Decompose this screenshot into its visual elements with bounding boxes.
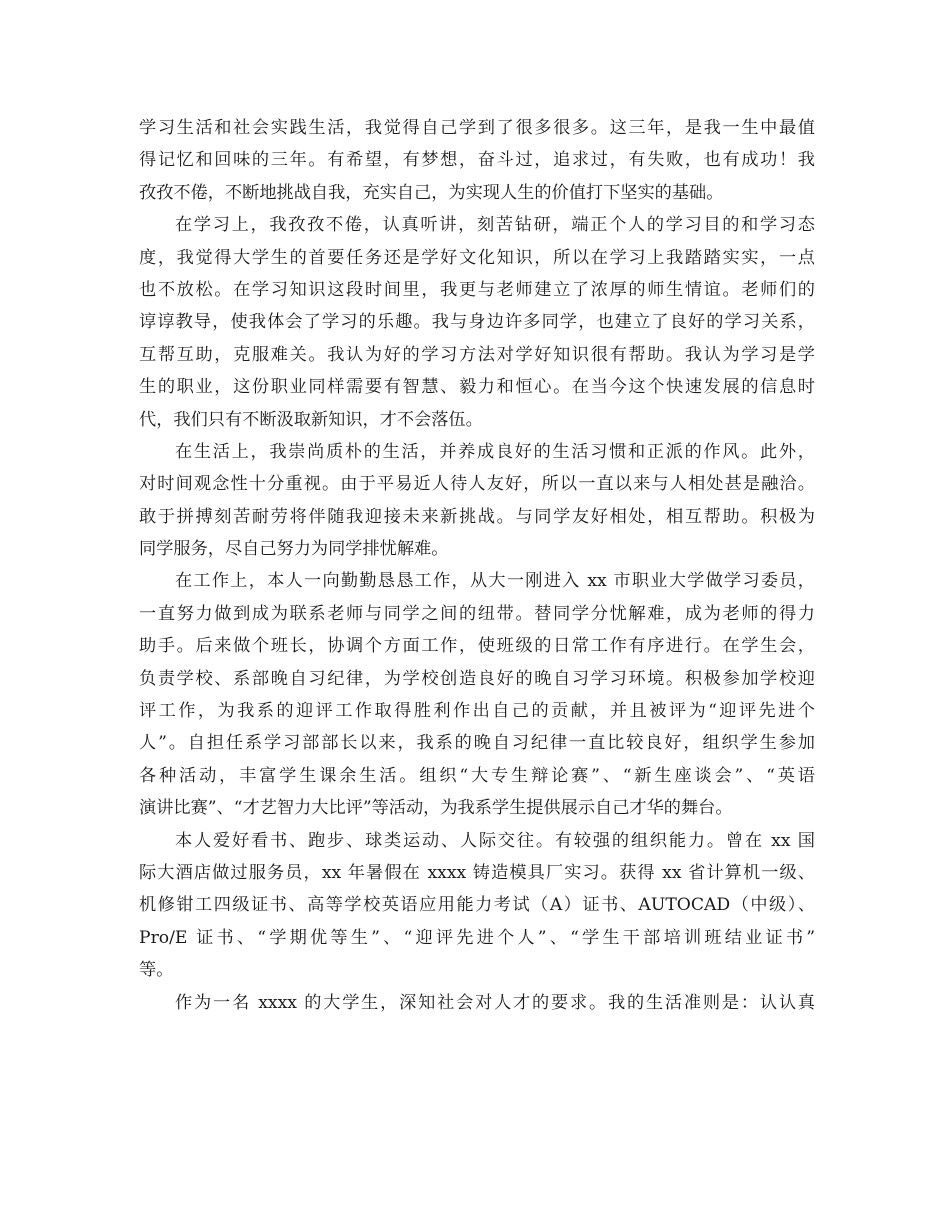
text-line: 助手。后来做个班长，协调个方面工作，使班级的日常工作有序进行。在学生会，	[139, 636, 815, 657]
text-line: 本人爱好看书、跑步、球类运动、人际交往。有较强的组织能力。曾在 xx 国	[175, 830, 815, 851]
text-line: 生的职业，这份职业同样需要有智慧、毅力和恒心。在当今这个快速发展的信息时	[139, 377, 815, 398]
text-line: 也不放松。在学习知识这段时间里，我更与老师建立了浓厚的师生情谊。老师们的	[139, 279, 815, 300]
document-body	[139, 112, 815, 1019]
text-line: 在学习上，我孜孜不倦，认真听讲，刻苦钻研，端正个人的学习目的和学习态	[175, 215, 815, 236]
text-line: 度，我觉得大学生的首要任务还是学好文化知识，所以在学习上我踏踏实实，一点	[139, 247, 815, 268]
text-line: Pro/E 证书、“学期优等生”、“迎评先进个人”、“学生干部培训班结业证书”	[139, 927, 815, 948]
text-line: 际大酒店做过服务员，xx 年暑假在 xxxx 铸造模具厂实习。获得 xx 省计算机一级、	[139, 862, 815, 883]
text-line: 孜孜不倦，不断地挑战自我，充实自己，为实现人生的价值打下坚实的基础。	[139, 182, 724, 203]
text-line: 代，我们只有不断汲取新知识，才不会落伍。	[139, 409, 483, 430]
text-line: 同学服务，尽自己努力为同学排忧解难。	[139, 539, 449, 560]
text-line: 演讲比赛”、“才艺智力大比评”等活动，为我系学生提供展示自己才华的舞台。	[139, 798, 733, 819]
text-line: 负责学校、系部晚自习纪律，为学校创造良好的晚自习学习环境。积极参加学校迎	[139, 668, 815, 689]
text-line: 在生活上，我崇尚质朴的生活，并养成良好的生活习惯和正派的作风。此外，	[175, 441, 815, 462]
text-line: 各种活动，丰富学生课余生活。组织“大专生辩论赛”、“新生座谈会”、“英语	[139, 765, 815, 786]
text-line: 互帮互助，克服难关。我认为好的学习方法对学好知识很有帮助。我认为学习是学	[139, 344, 815, 365]
text-line: 谆谆教导，使我体会了学习的乐趣。我与身边许多同学，也建立了良好的学习关系，	[139, 312, 815, 333]
text-line: 等。	[139, 960, 174, 981]
text-line: 机修钳工四级证书、高等学校英语应用能力考试（A）证书、AUTOCAD（中级）、	[139, 895, 815, 916]
text-line: 学习生活和社会实践生活，我觉得自己学到了很多很多。这三年，是我一生中最值	[139, 118, 815, 138]
text-line: 得记忆和回味的三年。有希望，有梦想，奋斗过，追求过，有失败，也有成功！我	[139, 150, 815, 171]
text-line: 人”。自担任系学习部部长以来，我系的晚自习纪律一直比较良好，组织学生参加	[139, 733, 815, 754]
text-line: 在工作上，本人一向勤勤恳恳工作，从大一刚进入 xx 市职业大学做学习委员，	[175, 571, 815, 592]
text-line: 评工作，为我系的迎评工作取得胜利作出自己的贡献，并且被评为“迎评先进个	[139, 701, 815, 722]
text-line: 敢于拼搏刻苦耐劳将伴随我迎接未来新挑战。与同学友好相处，相互帮助。积极为	[139, 506, 815, 527]
text-line: 一直努力做到成为联系老师与同学之间的纽带。替同学分忧解难，成为老师的得力	[139, 603, 815, 624]
text-line: 对时间观念性十分重视。由于平易近人待人友好，所以一直以来与人相处甚是融洽。	[139, 474, 815, 495]
text-line: 作为一名 xxxx 的大学生，深知社会对人才的要求。我的生活准则是：认认真	[175, 992, 815, 1013]
